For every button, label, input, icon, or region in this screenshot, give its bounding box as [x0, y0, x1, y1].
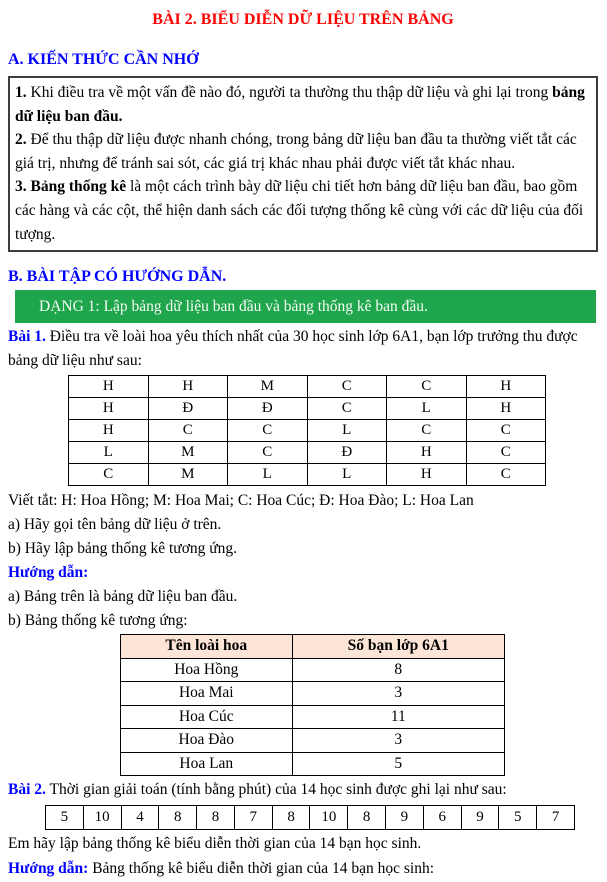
time-cell: 8 [272, 806, 310, 830]
table-row [69, 420, 546, 442]
stats-cell-name: Hoa Cúc [121, 705, 293, 729]
table-row [121, 729, 505, 753]
bai2-guide-clipped [8, 856, 598, 882]
table-row [121, 658, 505, 682]
bai2-times-table [45, 805, 575, 830]
stats-cell-name: Hoa Đào [121, 729, 293, 753]
table-row [121, 752, 505, 776]
data-cell: C [466, 420, 546, 442]
table-row [69, 376, 546, 398]
stats-cell-name: Hoa Mai [121, 682, 293, 706]
table-row [121, 705, 505, 729]
data-cell: C [466, 464, 546, 486]
data-cell: C [228, 442, 308, 464]
stats-cell-count: 3 [292, 729, 504, 753]
bai2-label: Bài 2. [8, 781, 46, 799]
data-cell: Đ [228, 398, 308, 420]
data-cell: H [148, 376, 228, 398]
bai1-answer-a: a) Bảng trên là bảng dữ liệu ban đầu. [8, 588, 238, 606]
data-cell: C [228, 420, 308, 442]
bai2-guide-text: Bảng thống kê biểu diễn thời gian của 14 bạn học sinh: [88, 860, 435, 878]
note-1-text: Khi điều tra về một vấn đề nào đó, người ta thường thu thập dữ liệu và ghi lại trong [26, 84, 553, 101]
bai1-intro-text: Điều tra về loài hoa yêu thích nhất của 30 học sinh lớp 6A1, bạn lớp trưởng thu được bảng dữ liệu như sau: [8, 328, 578, 370]
note-3-number: 3. Bảng thống kê [15, 178, 127, 196]
table-row [69, 464, 546, 486]
abbreviation-note: Viết tắt: H: Hoa Hồng; M: Hoa Mai; C: Hoa Cúc; Đ: Hoa Đào; L: Hoa Lan [8, 492, 474, 510]
stats-cell-count: 3 [292, 682, 504, 706]
dang1-banner: DẠNG 1: Lập bảng dữ liệu ban đầu và bảng thống kê ban đầu. [15, 290, 596, 323]
time-cell: 10 [310, 806, 348, 830]
knowledge-box [8, 76, 598, 252]
section-a-heading: A. KIẾN THỨC CẦN NHỚ [8, 51, 199, 68]
bai1-intro [8, 325, 598, 373]
data-cell: H [69, 376, 149, 398]
table-row [69, 398, 546, 420]
time-cell: 10 [83, 806, 121, 830]
bai1-label: Bài 1. [8, 328, 46, 346]
table-row [69, 442, 546, 464]
data-cell: L [307, 464, 387, 486]
bai2-intro [8, 778, 598, 802]
data-cell: C [387, 420, 467, 442]
table-row [121, 682, 505, 706]
bai1-guide-label: Hướng dẫn: [8, 564, 89, 582]
document-title: BÀI 2. BIỂU DIỄN DỮ LIỆU TRÊN BẢNG [152, 11, 454, 28]
data-cell: C [387, 376, 467, 398]
table-header-row [121, 635, 505, 659]
note-1-bold-term: bảng dữ liệu ban đầu. [15, 84, 585, 125]
time-cell: 7 [234, 806, 272, 830]
stats-cell-name: Hoa Hồng [121, 658, 293, 682]
data-cell: L [387, 398, 467, 420]
data-cell: H [387, 442, 467, 464]
note-2-text: Để thu thập dữ liệu được nhanh chóng, trong bảng dữ liệu ban đầu ta thường viết tắt các giá trị, nhưng để tránh sai sót, các giá trị khác nhau phải được viết tắt khác nhau. [15, 131, 577, 172]
bai2-guide-label: Hướng dẫn: [8, 860, 89, 878]
data-cell: M [228, 376, 308, 398]
time-cell: 6 [423, 806, 461, 830]
stats-cell-name: Hoa Lan [121, 752, 293, 776]
bai1-question-b: b) Hãy lập bảng thống kê tương ứng. [8, 540, 238, 558]
section-b-heading: B. BÀI TẬP CÓ HƯỚNG DẪN. [8, 268, 227, 286]
stats-header-count: Số bạn lớp 6A1 [292, 635, 504, 659]
time-cell: 9 [461, 806, 499, 830]
data-cell: L [228, 464, 308, 486]
data-cell: H [69, 420, 149, 442]
bai1-answer-b: b) Bảng thống kê tương ứng: [8, 612, 188, 630]
data-cell: M [148, 442, 228, 464]
data-cell: C [148, 420, 228, 442]
data-cell: C [466, 442, 546, 464]
time-cell: 5 [46, 806, 84, 830]
data-cell: H [387, 464, 467, 486]
stats-header-flower: Tên loài hoa [121, 635, 293, 659]
time-cell: 8 [159, 806, 197, 830]
data-cell: L [69, 442, 149, 464]
time-cell: 8 [348, 806, 386, 830]
time-cell: 5 [499, 806, 537, 830]
note-1-number: 1. [15, 84, 27, 101]
data-cell: L [307, 420, 387, 442]
data-cell: C [69, 464, 149, 486]
data-cell: Đ [307, 442, 387, 464]
table-row [46, 806, 575, 830]
bai2-intro-text: Thời gian giải toán (tính bằng phút) của 14 học sinh được ghi lại như sau: [45, 781, 507, 799]
stats-cell-count: 5 [292, 752, 504, 776]
knowledge-note-1 [15, 81, 586, 128]
data-cell: C [307, 398, 387, 420]
data-cell: C [307, 376, 387, 398]
bai1-raw-data-table [68, 375, 546, 486]
time-cell: 8 [197, 806, 235, 830]
time-cell: 9 [386, 806, 424, 830]
data-cell: H [69, 398, 149, 420]
bai2-task: Em hãy lập bảng thống kê biểu diễn thời gian của 14 bạn học sinh. [8, 835, 422, 853]
stats-cell-count: 11 [292, 705, 504, 729]
note-2-number: 2. [15, 131, 27, 149]
bai1-stats-table [120, 634, 505, 776]
knowledge-note-2 [15, 128, 586, 175]
time-cell: 4 [121, 806, 159, 830]
note-3-text: là một cách trình bày dữ liệu chi tiết hơn bảng dữ liệu ban đầu, bao gồm các hàng và các cột, thể hiện danh sách các đối tượng thống kê cùng với các dữ liệu của đối tượng. [15, 178, 584, 243]
data-cell: M [148, 464, 228, 486]
data-cell: H [466, 376, 546, 398]
bai1-question-a: a) Hãy gọi tên bảng dữ liệu ở trên. [8, 516, 222, 534]
data-cell: H [466, 398, 546, 420]
stats-cell-count: 8 [292, 658, 504, 682]
time-cell: 7 [537, 806, 575, 830]
data-cell: Đ [148, 398, 228, 420]
knowledge-note-3 [15, 175, 586, 246]
